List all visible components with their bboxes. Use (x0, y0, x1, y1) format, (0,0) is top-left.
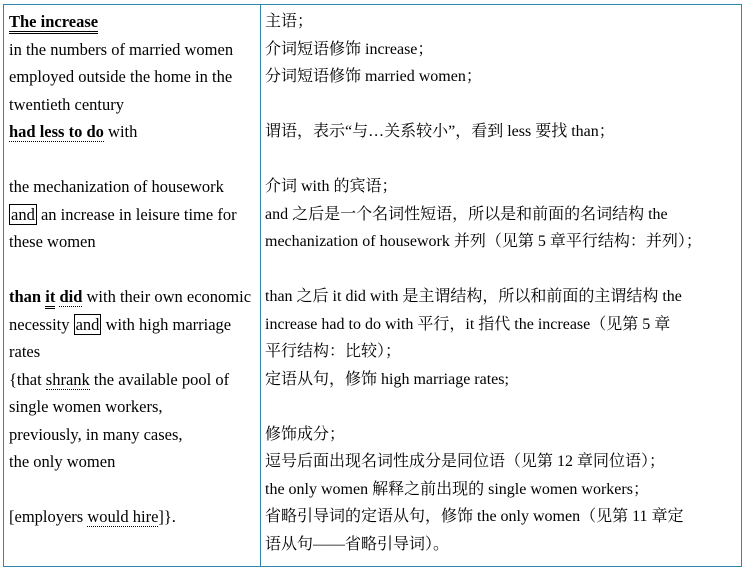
participle-phrase-line: employed outside the home in the (9, 67, 233, 86)
note-object: 介词 with 的宾语； (265, 178, 398, 195)
object-phrase-line: the mechanization of housework (9, 177, 224, 196)
appositive-line: the only women (9, 452, 116, 471)
predicate-phrase: had less to do (9, 122, 104, 141)
modifier-line: previously, in many cases, (9, 424, 183, 444)
than-word: than (9, 287, 42, 306)
note-comparison-1: than 之后 it did with 是主谓结构，所以和前面的主谓结构 the (265, 288, 682, 305)
note-elliptical-1: 省略引导词的定语从句，修饰 the only women（见第 11 章定 (265, 508, 684, 525)
rates-line: rates (9, 342, 41, 361)
it-word: it (45, 287, 55, 309)
note-comparison-2: increase had to do with 平行，it 指代 the increase（见第 5 章 (265, 315, 671, 333)
note-modifier: 修饰成分； (265, 425, 346, 443)
conjunction-and-box-2: and (75, 314, 100, 334)
participle-phrase-line-2: twentieth century (9, 94, 125, 114)
did-word: did (59, 287, 83, 306)
explanation-column (265, 8, 739, 558)
note-coordinate-1: and 之后是一个名词性短语，所以是和前面的名词结构 the (265, 205, 668, 223)
column-divider (260, 5, 261, 566)
note-prep-phrase: 介词短语修饰 increase； (265, 40, 434, 58)
coordinate-phrase: an increase in leisure time for (36, 204, 237, 224)
note-relative-clause: 定语从句，修饰 high marriage rates; (265, 370, 509, 388)
note-predicate: 谓语，表示“与…关系较小”，看到 less 要找 than； (265, 123, 615, 140)
note-comparison-3: 平行结构：比较）； (265, 343, 402, 360)
note-appositive: 逗号后面出现名词性成分是同位语（见第 12 章同位语）； (265, 453, 666, 470)
conjunction-and-box: and (11, 204, 35, 224)
clause-close: ]}. (158, 507, 176, 526)
coordinate-phrase-line-2: these women (9, 232, 96, 251)
analysis-table (3, 4, 742, 567)
necessity-word: necessity (9, 314, 74, 334)
marriage-phrase: with high marriage (101, 314, 232, 334)
prep-phrase-line: in the numbers of married women (9, 39, 234, 59)
note-subject: 主语； (265, 13, 314, 30)
note-appositive-2: the only women 解释之前出现的 single women workers； (265, 480, 649, 498)
predicate-with: with (103, 122, 138, 141)
shrank-verb: shrank (45, 369, 90, 389)
clause-open: {that (9, 369, 46, 389)
subject-phrase: The increase (9, 12, 98, 34)
employers-word: [employers (9, 507, 88, 526)
comparison-phrase: with their own economic (82, 287, 252, 306)
sentence-column (9, 8, 257, 531)
note-elliptical-2: 语从句——省略引导词）。 (265, 535, 450, 553)
note-participle: 分词短语修饰 married women； (265, 68, 482, 85)
clause-rest: the available pool of (89, 369, 230, 389)
clause-line-2: single women workers, (9, 397, 163, 416)
note-coordinate-2: mechanization of housework 并列（见第 5 章平行结构：并列）； (265, 233, 702, 250)
would-hire-verb: would hire (87, 507, 159, 526)
